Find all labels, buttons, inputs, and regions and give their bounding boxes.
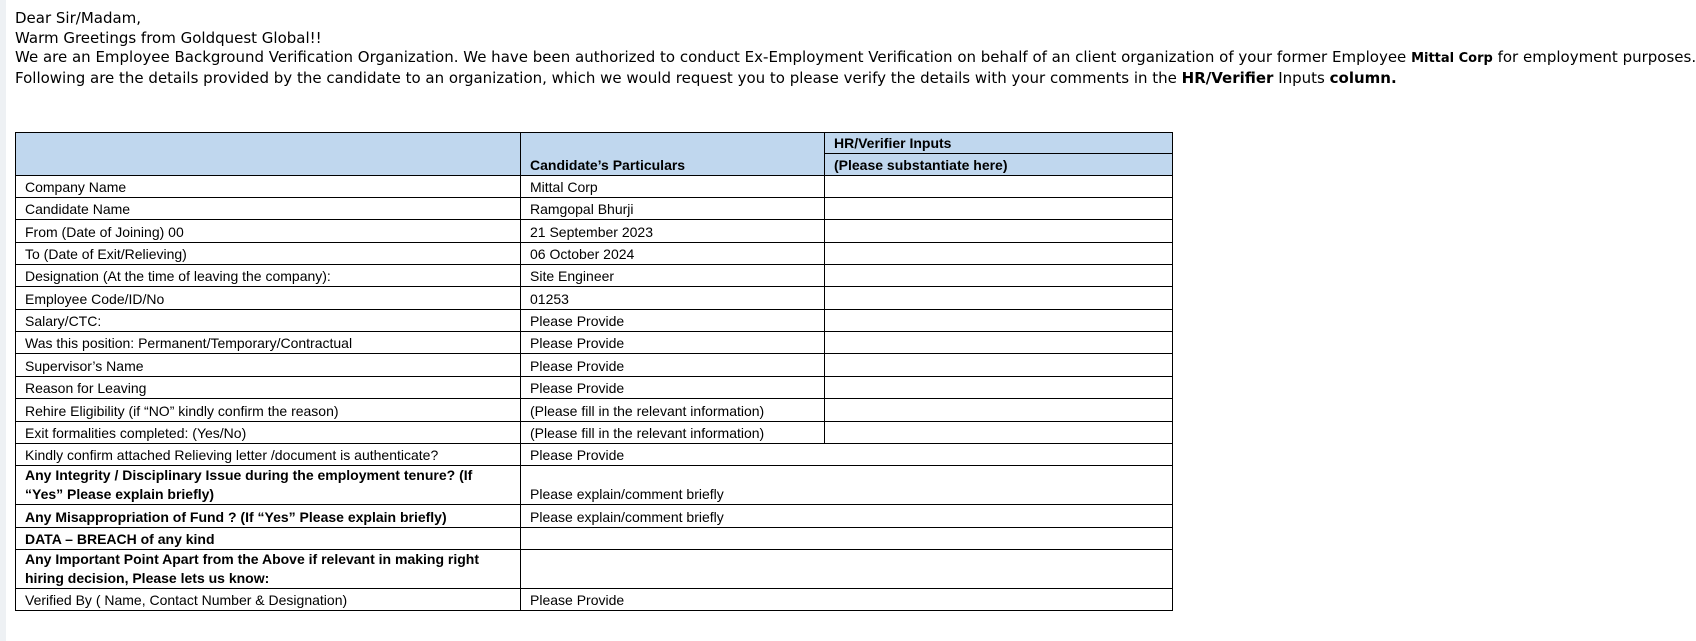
table-row <box>16 528 1173 550</box>
row-hr-input[interactable] <box>825 265 1173 287</box>
row-hr-input[interactable] <box>825 287 1173 310</box>
row-label: Exit formalities completed: (Yes/No) <box>16 422 521 444</box>
row-candidate-value: (Please fill in the relevant information) <box>521 399 825 422</box>
row-hr-input[interactable] <box>825 176 1173 198</box>
table-row <box>16 550 1173 589</box>
table-row <box>16 287 1173 310</box>
intro-line-3 <box>15 48 1696 69</box>
row-candidate-value: 21 September 2023 <box>521 220 825 243</box>
row-label: Any Misappropriation of Fund ? (If “Yes” Please explain briefly) <box>16 505 521 528</box>
intro-line-4-text: Following are the details provided by the candidate to an organization, which we would request you to please verify the details with your comments in the <box>15 68 1182 87</box>
table-row <box>16 354 1173 377</box>
row-label: Supervisor’s Name <box>16 354 521 377</box>
table-row <box>16 444 1173 466</box>
left-margin-bar <box>0 0 6 641</box>
header-hr-inputs: HR/Verifier Inputs <box>825 133 1173 154</box>
row-label: Employee Code/ID/No <box>16 287 521 310</box>
row-label: Any Important Point Apart from the Above if relevant in making right hiring decision, Please lets us know: <box>16 550 521 589</box>
row-candidate-value: Ramgopal Bhurji <box>521 198 825 220</box>
table-row <box>16 332 1173 354</box>
row-hr-input[interactable] <box>825 354 1173 377</box>
table-row <box>16 377 1173 399</box>
row-label: Rehire Eligibility (if “NO” kindly confirm the reason) <box>16 399 521 422</box>
intro-text <box>15 9 1696 88</box>
row-label: From (Date of Joining) 00 <box>16 220 521 243</box>
row-candidate-value: Mittal Corp <box>521 176 825 198</box>
table-row <box>16 422 1173 444</box>
row-hr-input[interactable] <box>825 377 1173 399</box>
row-label: Reason for Leaving <box>16 377 521 399</box>
row-label: Verified By ( Name, Contact Number & Designation) <box>16 589 521 611</box>
row-hr-input[interactable] <box>825 332 1173 354</box>
row-label: Was this position: Permanent/Temporary/Contractual <box>16 332 521 354</box>
row-label: Salary/CTC: <box>16 310 521 332</box>
table-row <box>16 399 1173 422</box>
table-row <box>16 589 1173 611</box>
row-hr-input[interactable] <box>825 220 1173 243</box>
row-candidate-value: 01253 <box>521 287 825 310</box>
header-blank-cell <box>16 133 521 176</box>
row-label: Candidate Name <box>16 198 521 220</box>
verification-table <box>15 132 1173 611</box>
intro-line-4 <box>15 69 1645 89</box>
row-candidate-value: Site Engineer <box>521 265 825 287</box>
row-hr-input[interactable] <box>825 399 1173 422</box>
hr-verifier-term: HR/Verifier <box>1181 68 1274 87</box>
row-label: Kindly confirm attached Relieving letter /document is authenticate? <box>16 444 521 466</box>
row-hr-input[interactable] <box>825 198 1173 220</box>
row-candidate-value: Please Provide <box>521 332 825 354</box>
row-label: To (Date of Exit/Relieving) <box>16 243 521 265</box>
table-row <box>16 243 1173 265</box>
table-header-row-1 <box>16 133 1173 154</box>
header-candidate-particulars: Candidate’s Particulars <box>521 133 825 176</box>
greeting: Warm Greetings from Goldquest Global!! <box>15 28 322 47</box>
row-merged-value[interactable]: Please explain/comment briefly <box>521 466 1173 505</box>
table-row <box>16 310 1173 332</box>
row-merged-value[interactable] <box>521 528 1173 550</box>
column-word: column. <box>1329 68 1397 87</box>
client-company: Mittal Corp <box>1411 51 1493 66</box>
row-label: Company Name <box>16 176 521 198</box>
intro-line-3-end: for employment purposes. <box>1492 48 1696 66</box>
intro-line-3-text: We are an Employee Background Verification Organization. We have been authorized to conduct Ex-Employment Verification on behalf of an client organization of your former Employee <box>15 48 1412 66</box>
row-label: Any Integrity / Disciplinary Issue during the employment tenure? (If “Yes” Please explain briefly) <box>16 466 521 505</box>
row-hr-input[interactable] <box>825 310 1173 332</box>
row-label: Designation (At the time of leaving the company): <box>16 265 521 287</box>
row-candidate-value: 06 October 2024 <box>521 243 825 265</box>
row-label: DATA – BREACH of any kind <box>16 528 521 550</box>
row-merged-value[interactable]: Please Provide <box>521 444 1173 466</box>
table-row <box>16 466 1173 505</box>
table-row <box>16 176 1173 198</box>
salutation: Dear Sir/Madam, <box>15 9 142 27</box>
row-hr-input[interactable] <box>825 422 1173 444</box>
row-candidate-value: Please Provide <box>521 310 825 332</box>
row-merged-value[interactable]: Please explain/comment briefly <box>521 505 1173 528</box>
row-hr-input[interactable] <box>825 243 1173 265</box>
row-candidate-value: Please Provide <box>521 377 825 399</box>
table-row <box>16 505 1173 528</box>
header-substantiate: (Please substantiate here) <box>825 154 1173 176</box>
row-merged-value[interactable]: Please Provide <box>521 589 1173 611</box>
table-row <box>16 265 1173 287</box>
row-candidate-value: Please Provide <box>521 354 825 377</box>
table-row <box>16 220 1173 243</box>
inputs-word: Inputs <box>1273 68 1330 87</box>
row-merged-value[interactable] <box>521 550 1173 589</box>
row-candidate-value: (Please fill in the relevant information) <box>521 422 825 444</box>
table-row <box>16 198 1173 220</box>
